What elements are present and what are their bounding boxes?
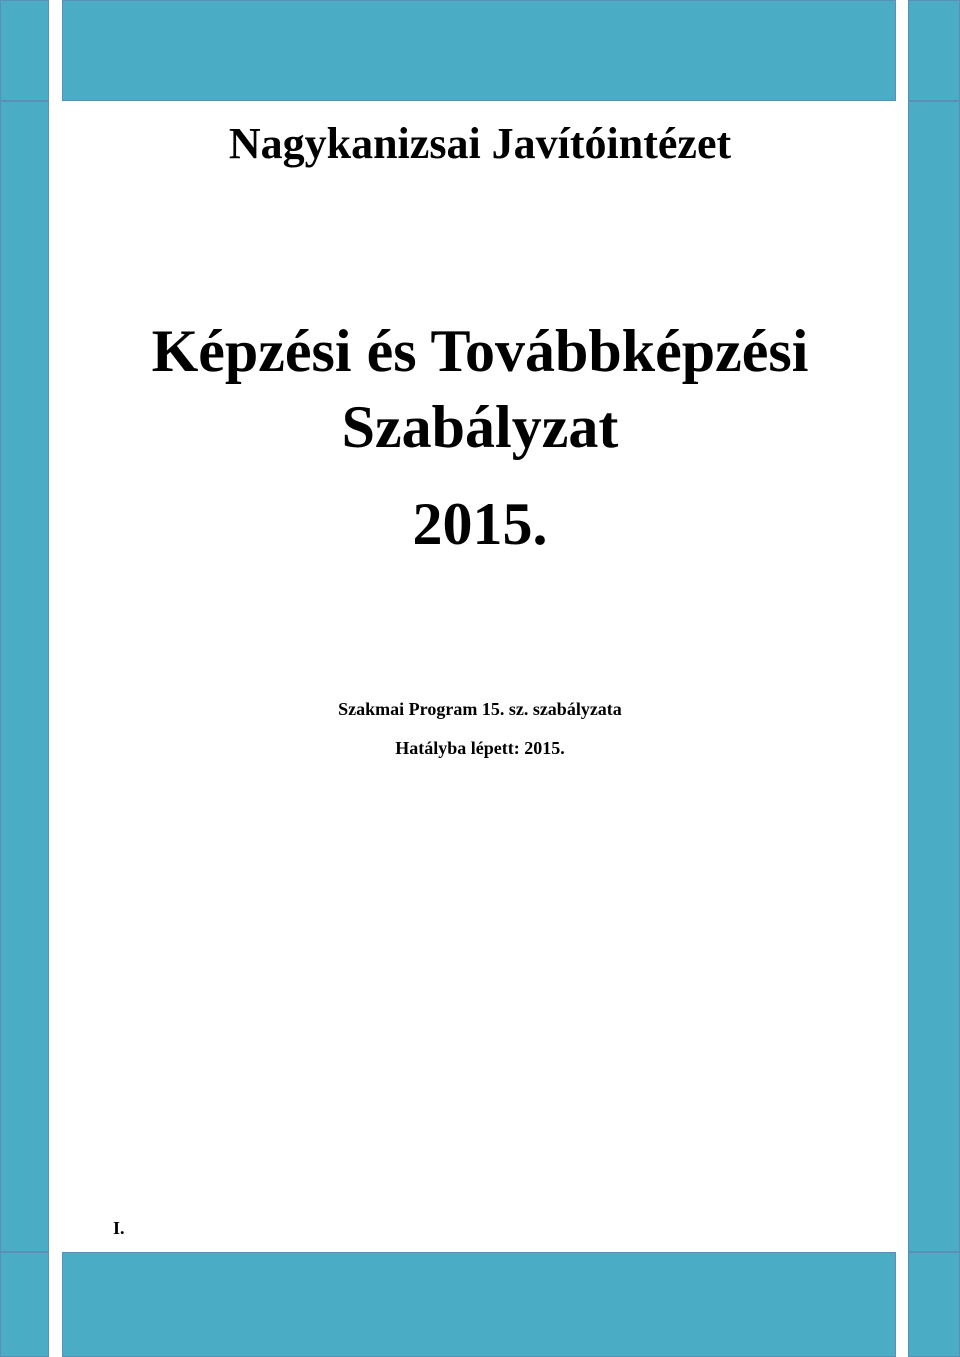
document-title-line-2: Szabályzat	[341, 394, 619, 460]
border-bottom-right	[908, 1252, 960, 1357]
document-title-line-1: Képzési és Továbbképzési	[151, 318, 809, 384]
effective-date: Hatályba lépett: 2015.	[395, 738, 565, 758]
institution-name: Nagykanizsai Javítóintézet	[228, 119, 732, 168]
border-bottom-center	[62, 1252, 896, 1357]
border-left	[0, 101, 49, 1252]
border-top-left	[0, 0, 49, 101]
border-top-center	[62, 0, 896, 101]
border-top-right	[908, 0, 960, 101]
border-right	[908, 101, 960, 1252]
page-marker: I.	[113, 1218, 125, 1238]
border-bottom-left	[0, 1252, 49, 1357]
document-year: 2015.	[412, 491, 548, 557]
program-reference: Szakmai Program 15. sz. szabályzata	[338, 699, 622, 719]
